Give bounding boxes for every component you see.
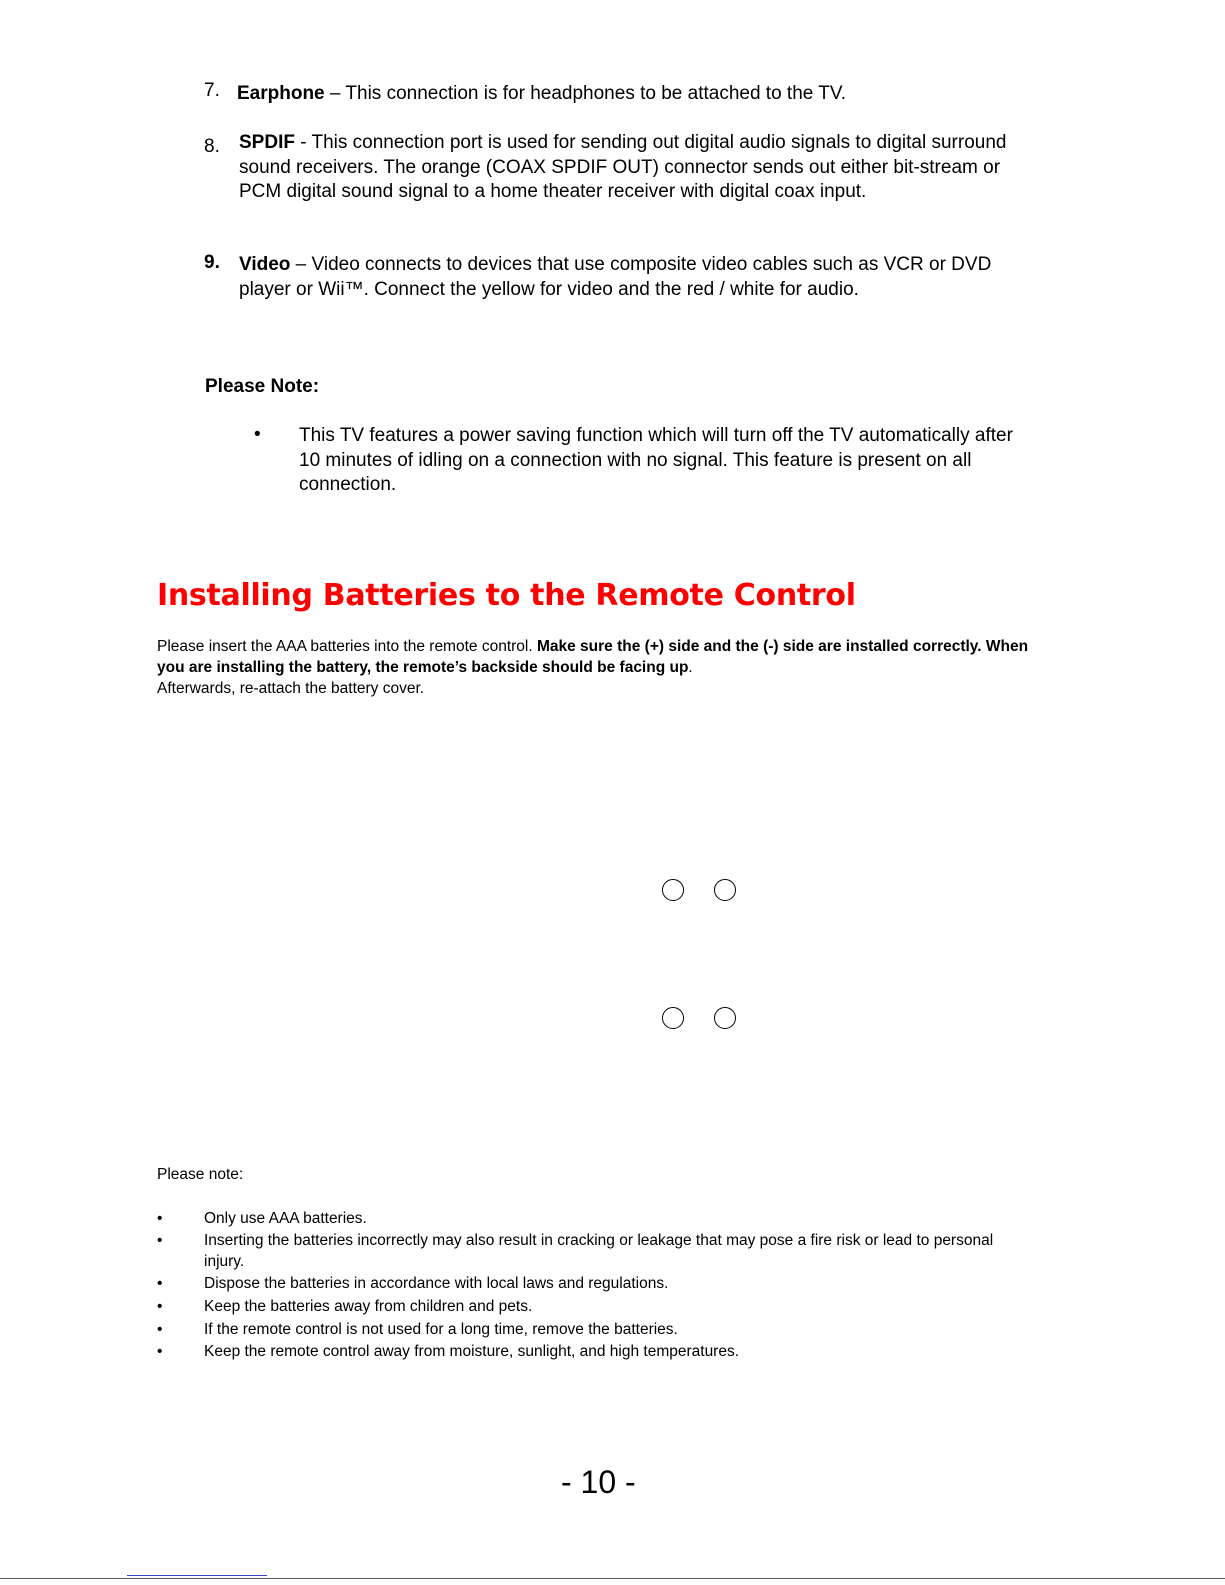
item-9-term: Video (239, 254, 291, 275)
item-8-term: SPDIF (239, 132, 295, 153)
battery-intro-bold: Make sure the (+) side and the (-) side are installed correctly. When you are installing the battery, the remote’s backside should be facing up (157, 638, 1029, 676)
battery-note-item: Inserting the batteries incorrectly may also result in cracking or leakage that may pose a fire risk or lead to personal injury. (204, 1232, 994, 1270)
page-number: - 10 - (561, 1464, 636, 1500)
item-9-text: – Video connects to devices that use composite video cables such as VCR or DVD player or Wii™. Connect the yellow for video and the red / white for audio. (239, 254, 992, 300)
battery-note-item: Only use AAA batteries. (204, 1210, 367, 1227)
item-8-text: - This connection port is used for sending out digital audio signals to digital surround sound receivers. The orange (COAX SPDIF OUT) connector sends out either bit-stream or PCM digital sound signal to a home theater receiver with digital coax input. (239, 132, 1007, 202)
item-7-description (237, 82, 1037, 107)
battery-note-label: Please note: (157, 1166, 244, 1183)
battery-intro-end: . (688, 659, 693, 676)
battery-diagram-circle (714, 1007, 736, 1029)
battery-diagram-circle (662, 1007, 684, 1029)
battery-intro-last: Afterwards, re-attach the battery cover. (157, 680, 425, 697)
item-7-text: – This connection is for headphones to be attached to the TV. (324, 83, 847, 104)
battery-note-bullet: • (157, 1232, 163, 1249)
battery-note-item: Dispose the batteries in accordance with local laws and regulations. (204, 1275, 669, 1292)
battery-note-item: If the remote control is not used for a long time, remove the batteries. (204, 1321, 678, 1338)
battery-intro-plain: Please insert the AAA batteries into the remote control. (157, 638, 537, 655)
battery-note-item: Keep the batteries away from children and pets. (204, 1298, 533, 1315)
battery-diagram-circle (662, 879, 684, 901)
battery-diagram-circle (714, 879, 736, 901)
item-9-description (239, 253, 1039, 302)
battery-note-bullet: • (157, 1210, 163, 1227)
item-8-description (239, 131, 1019, 205)
item-9-number: 9. (204, 252, 220, 273)
note-bullet-text: This TV features a power saving function which will turn off the TV automatically after 10 minutes of idling on a connection with no signal. This feature is present on all connection. (299, 425, 1013, 495)
item-7-term: Earphone (237, 83, 325, 104)
item-7-number: 7. (204, 80, 220, 101)
bottom-rule (0, 1578, 1225, 1579)
battery-note-item: Keep the remote control away from moisture, sunlight, and high temperatures. (204, 1343, 740, 1360)
battery-note-bullet: • (157, 1343, 163, 1360)
footer-link-underline (127, 1575, 267, 1576)
note-heading: Please Note: (205, 376, 320, 397)
item-8-number: 8. (204, 136, 220, 157)
section-title: Installing Batteries to the Remote Control (157, 578, 856, 613)
battery-note-bullet: • (157, 1298, 163, 1315)
battery-intro (157, 636, 1037, 699)
note-bullet-dot: • (254, 424, 261, 445)
battery-note-bullet: • (157, 1321, 163, 1338)
battery-note-bullet: • (157, 1275, 163, 1292)
